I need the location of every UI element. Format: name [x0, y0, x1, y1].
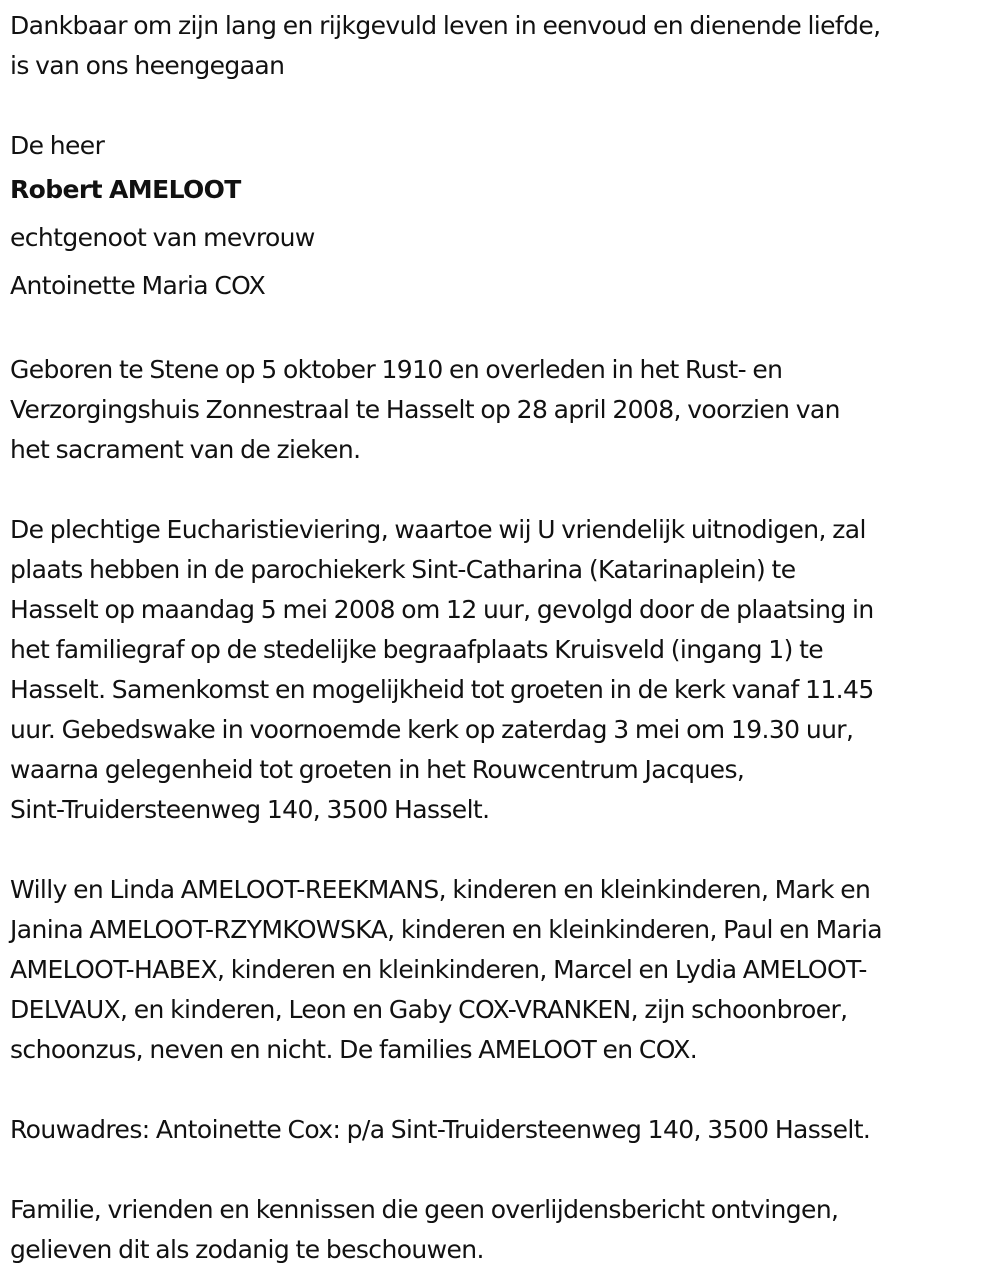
ceremony-line: uur. Gebedswake in voornoemde kerk op zaterdag 3 mei om 19.30 uur, — [10, 715, 854, 744]
closing-paragraph — [10, 1190, 995, 1270]
paragraph-spacer — [10, 86, 995, 126]
spouse-label: echtgenoot van mevrouw — [10, 223, 315, 252]
intro-line: Dankbaar om zijn lang en rijkgevuld leven in eenvoud en dienende liefde, — [10, 11, 881, 40]
intro-paragraph — [10, 6, 995, 86]
closing-line: gelieven dit als zodanig te beschouwen. — [10, 1235, 484, 1264]
paragraph-spacer — [10, 470, 995, 510]
birth-death-line: het sacrament van de zieken. — [10, 435, 361, 464]
ceremony-line: het familiegraf op de stedelijke begraafplaats Kruisveld (ingang 1) te — [10, 635, 824, 664]
closing-line: Familie, vrienden en kennissen die geen overlijdensbericht ontvingen, — [10, 1195, 839, 1224]
intro-line: is van ons heengegaan — [10, 51, 285, 80]
paragraph-spacer — [10, 310, 995, 350]
birth-death-paragraph — [10, 350, 995, 470]
obituary-notice — [10, 6, 995, 1270]
family-paragraph — [10, 870, 995, 1070]
family-line: Janina AMELOOT-RZYMKOWSKA, kinderen en kleinkinderen, Paul en Maria — [10, 915, 883, 944]
ceremony-line: Hasselt. Samenkomst en mogelijkheid tot groeten in de kerk vanaf 11.45 — [10, 675, 874, 704]
family-line: schoonzus, neven en nicht. De families AMELOOT en COX. — [10, 1035, 698, 1064]
ceremony-paragraph — [10, 510, 995, 830]
ceremony-line: waarna gelegenheid tot groeten in het Rouwcentrum Jacques, — [10, 755, 745, 784]
family-line: Willy en Linda AMELOOT-REEKMANS, kinderen en kleinkinderen, Mark en — [10, 875, 871, 904]
ceremony-line: plaats hebben in de parochiekerk Sint-Catharina (Katarinaplein) te — [10, 555, 796, 584]
spouse-name: Antoinette Maria COX — [10, 271, 266, 300]
deceased-block — [10, 126, 995, 310]
deceased-name: Robert AMELOOT — [10, 175, 241, 204]
family-line: DELVAUX, en kinderen, Leon en Gaby COX-VRANKEN, zijn schoonbroer, — [10, 995, 848, 1024]
ceremony-line: Hasselt op maandag 5 mei 2008 om 12 uur, gevolgd door de plaatsing in — [10, 595, 874, 624]
birth-death-line: Verzorgingshuis Zonnestraal te Hasselt op 28 april 2008, voorzien van — [10, 395, 840, 424]
ceremony-line: Sint-Truidersteenweg 140, 3500 Hasselt. — [10, 795, 490, 824]
family-line: AMELOOT-HABEX, kinderen en kleinkinderen, Marcel en Lydia AMELOOT- — [10, 955, 867, 984]
paragraph-spacer — [10, 1070, 995, 1110]
title-label: De heer — [10, 131, 105, 160]
paragraph-spacer — [10, 830, 995, 870]
paragraph-spacer — [10, 1150, 995, 1190]
ceremony-line: De plechtige Eucharistieviering, waartoe wij U vriendelijk uitnodigen, zal — [10, 515, 866, 544]
mourning-address: Rouwadres: Antoinette Cox: p/a Sint-Truidersteenweg 140, 3500 Hasselt. — [10, 1115, 871, 1144]
birth-death-line: Geboren te Stene op 5 oktober 1910 en overleden in het Rust- en — [10, 355, 783, 384]
